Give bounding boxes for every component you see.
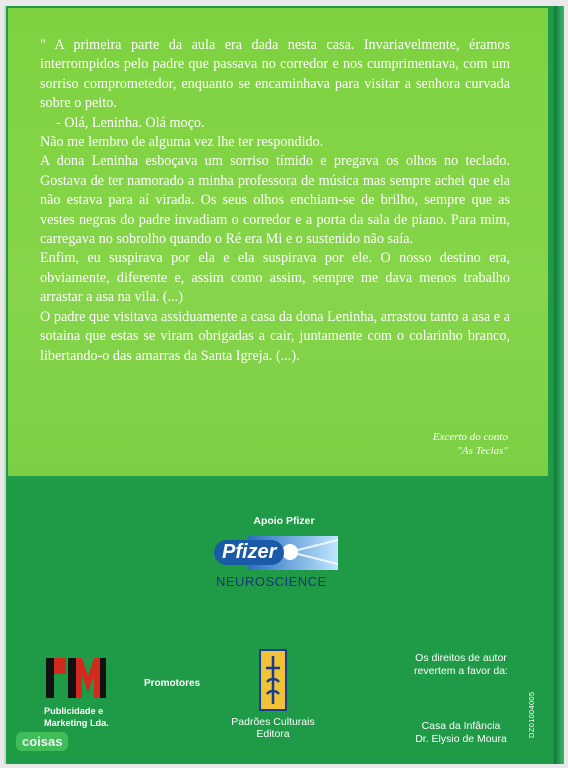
pml-caption-line-1: Publicidade e: [44, 706, 104, 716]
padroes-emblem-icon: [258, 648, 288, 712]
excerpt-paragraph-1: " A primeira parte da aula era dada nesta casa. Invariavelmente, éramos interrompidos pelo padre que passava no corredor e nos cumprimentava, com um sorriso comprometedor, enquanto se encaminhava para visitar a senhora curvada sobre o peito.: [40, 37, 510, 112]
excerpt-text: [40, 36, 510, 366]
author-rights-note: [396, 652, 526, 678]
pml-logo: [44, 652, 114, 734]
pfizer-brand: Pfizer: [214, 540, 284, 565]
pfizer-neuroscience: NEUROSCIENCE: [216, 574, 327, 589]
beneficiary-line-1: Casa da Infância: [421, 720, 501, 732]
excerpt-paragraph-4: A dona Leninha esboçava um sorriso tímido e pregava os olhos no teclado. Gostava de ter namorado a minha professora de música mas sempre achei que ela não estava para aí virada. Os seus olhos enchiam-se de brilho, sempre que as vestes negras do padre invadiam o corredor e a porta da sala de piano. Para mim, carregava no sobrolho quando o Ré era Mi e o sustenido não saía.: [40, 153, 510, 248]
book-spine: [554, 6, 564, 764]
promotores-label: Promotores: [144, 678, 201, 689]
excerpt-paragraph-2: - Olá, Leninha. Olá moço.: [56, 114, 205, 131]
pml-emblem-icon: [44, 652, 108, 700]
pfizer-logo: [212, 534, 340, 592]
pml-caption-line-2: Marketing Lda.: [44, 718, 109, 728]
watermark-badge: coisas: [16, 732, 68, 751]
excerpt-paragraph-3: Não me lembro de alguma vez lhe ter respondido.: [40, 134, 324, 151]
padroes-culturais-logo: [228, 648, 318, 740]
padroes-name: Padrões Culturais: [231, 716, 315, 728]
beneficiary-line-2: Dr. Elysio de Moura: [415, 733, 507, 745]
author-rights-line-1: Os direitos de autor: [415, 652, 507, 664]
excerpt-source: [433, 430, 508, 458]
excerpt-paragraph-5: Enfim, eu suspirava por ela e ela suspirava por ele. O nosso destino era, obviamente, diferente e, assim como assim, sempre me dava menos trabalho arrastar a asa na vila. (...): [40, 250, 510, 306]
author-rights-line-2: revertem a favor da:: [414, 665, 508, 677]
excerpt-paragraph-6: O padre que visitava assiduamente a casa da dona Leninha, arrastou tanto a asa e a sotaina que estas se viram obrigadas a cair, juntamente com o colarinho branco, libertando-o das amarras da Santa Igreja. (...).: [40, 308, 510, 364]
padroes-editora: Editora: [256, 728, 290, 740]
beneficiary: [396, 720, 526, 746]
excerpt-source-line-1: Excerto do conto: [432, 431, 508, 443]
sponsor-label: Apoio Pfizer: [253, 515, 315, 527]
product-code: DZ01004005: [527, 691, 536, 738]
excerpt-source-line-2: "As Teclas": [457, 445, 508, 457]
